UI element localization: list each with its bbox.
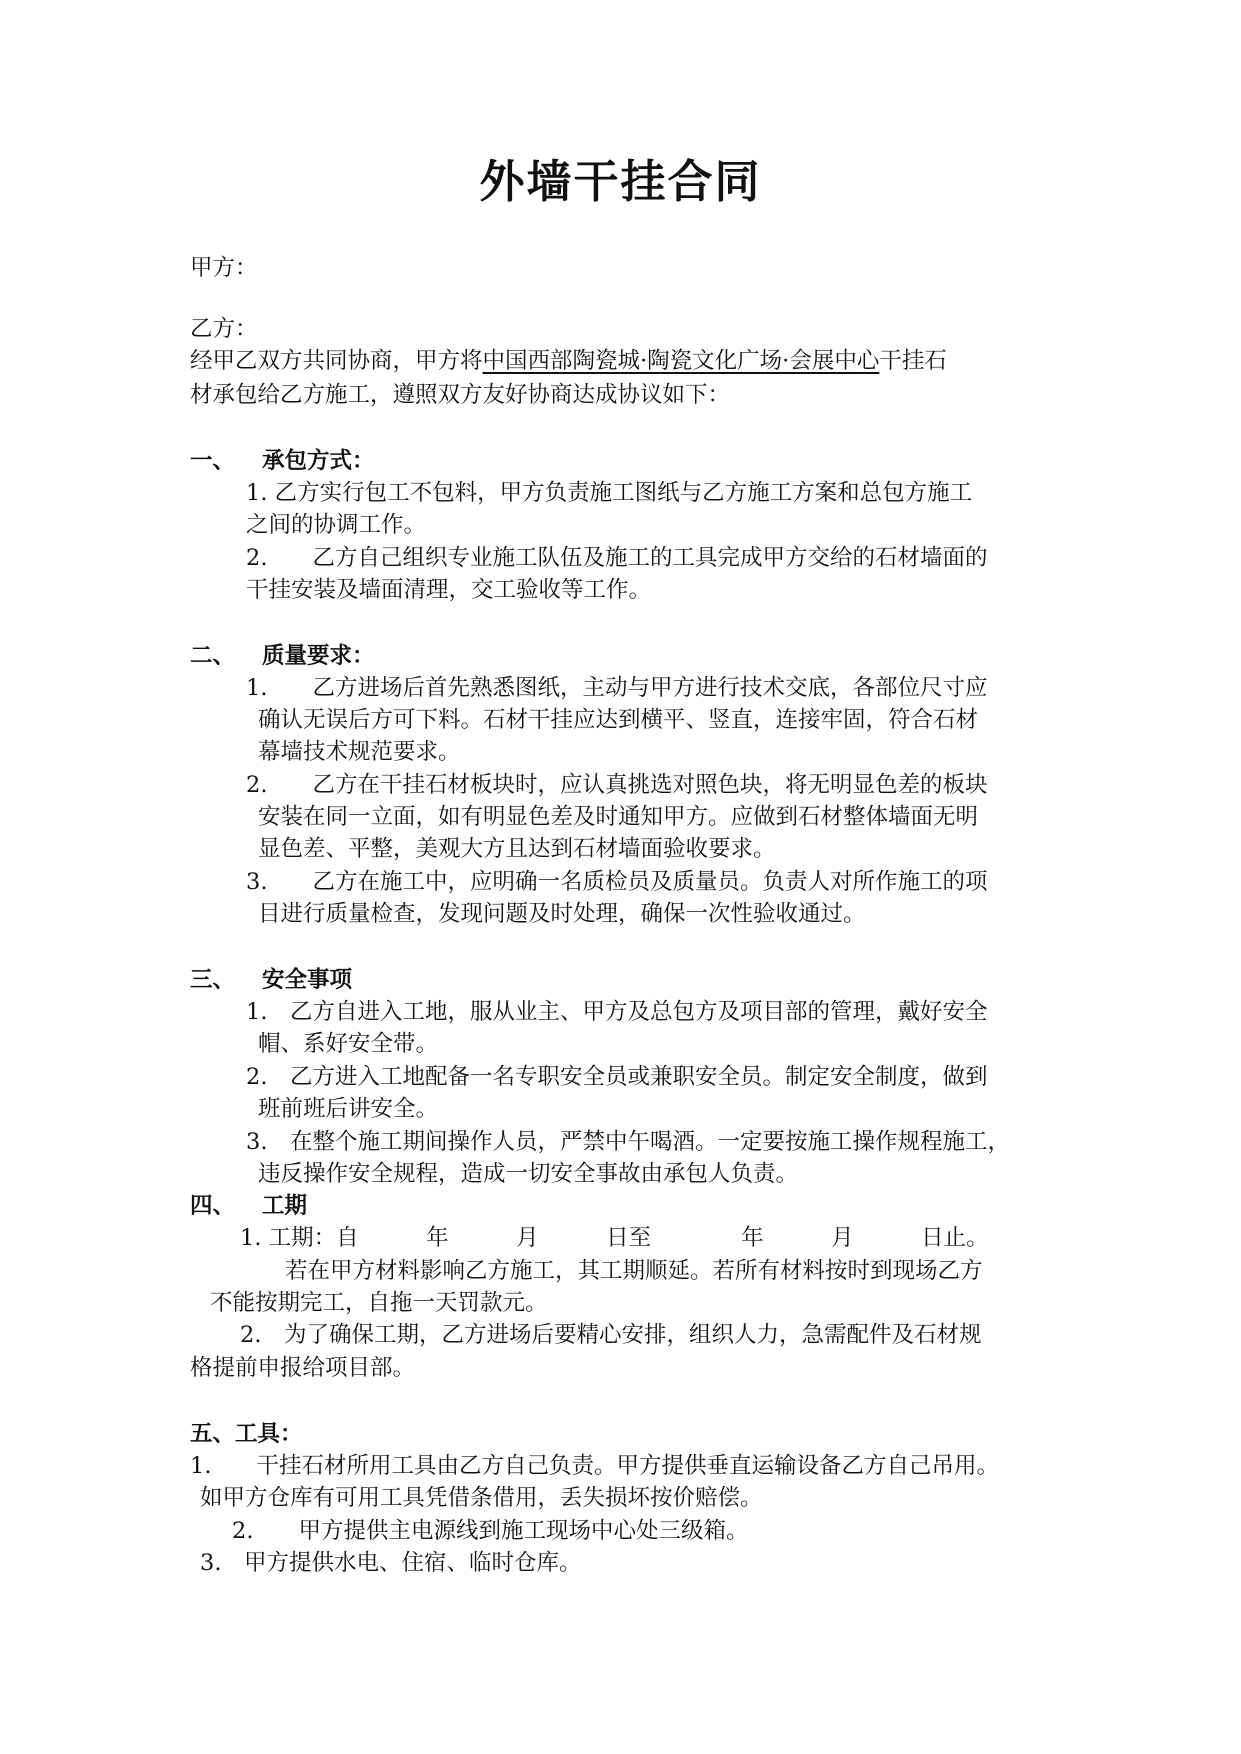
section-2-number: 二、 (190, 643, 236, 669)
s2-item1-line2: 确认无误后方可下料。石材干挂应达到横平、竖直，连接牢固，符合石材 (258, 707, 979, 733)
s5-item2-line1: 2. 甲方提供主电源线到施工现场中心处三级箱。 (232, 1518, 749, 1544)
s2-item3-line1: 3. 乙方在施工中，应明确一名质检员及质量员。负责人对所作施工的项 (246, 869, 988, 895)
party-b-label: 乙方： (190, 316, 258, 342)
s3-item2-line1: 2. 乙方进入工地配备一名专职安全员或兼职安全员。制定安全制度，做到 (246, 1064, 988, 1090)
s3-item2-line2: 班前班后讲安全。 (258, 1096, 439, 1122)
s4-item1-line1: 1. 工期：自 年 月 日至 年 月 日止。 (240, 1225, 989, 1251)
project-name: 中国西部陶瓷城·陶瓷文化广场·会展中心 (482, 348, 880, 374)
s3-item3-line2: 违反操作安全规程，造成一切安全事故由承包人负责。 (258, 1161, 799, 1187)
s2-item1-line1: 1. 乙方进场后首先熟悉图纸，主动与甲方进行技术交底，各部位尺寸应 (246, 675, 988, 701)
document-title: 外墙干挂合同 (479, 155, 762, 208)
party-a-label: 甲方： (190, 255, 258, 281)
s4-item2-line2: 格提前申报给项目部。 (190, 1355, 416, 1381)
s1-item1-line2: 之间的协调工作。 (246, 512, 427, 538)
intro-line-1 (190, 345, 947, 377)
s4-item2-line1: 2. 为了确保工期，乙方进场后要精心安排，组织人力，急需配件及石材规 (240, 1322, 982, 1348)
s2-item3-line2: 目进行质量检查，发现问题及时处理，确保一次性验收通过。 (258, 901, 866, 927)
s3-item1-line2: 帽、系好安全带。 (258, 1031, 439, 1057)
section-2-title: 质量要求： (262, 643, 375, 669)
intro-line-2: 材承包给乙方施工，遵照双方友好协商达成协议如下： (190, 382, 731, 408)
section-1-title: 承包方式： (262, 448, 375, 474)
s5-item1-line2: 如甲方仓库有可用工具凭借条借用，丢失损坏按价赔偿。 (200, 1485, 763, 1511)
section-4-number: 四、 (190, 1193, 236, 1219)
s3-item3-line1: 3. 在整个施工期间操作人员，严禁中午喝酒。一定要按施工操作规程施工， (246, 1129, 1010, 1155)
s1-item2-line2: 干挂安装及墙面清理，交工验收等工作。 (246, 577, 652, 603)
s2-item2-line1: 2. 乙方在干挂石材板块时，应认真挑选对照色块，将无明显色差的板块 (246, 772, 988, 798)
s2-item2-line3: 显色差、平整，美观大方且达到石材墙面验收要求。 (258, 836, 776, 862)
s2-item1-line3: 幕墙技术规范要求。 (258, 739, 461, 765)
section-5-title: 五、工具： (190, 1421, 303, 1447)
s2-item2-line2: 安装在同一立面，如有明显色差及时通知甲方。应做到石材整体墙面无明 (258, 804, 979, 830)
s1-item1-line1: 1. 乙方实行包工不包料，甲方负责施工图纸与乙方施工方案和总包方施工 (246, 480, 973, 506)
section-1-number: 一、 (190, 448, 236, 474)
section-3-number: 三、 (190, 967, 236, 993)
s5-item1-line1: 1. 干挂石材所用工具由乙方自己负责。甲方提供垂直运输设备乙方自己吊用。 (190, 1453, 999, 1479)
s4-item1-line2: 若在甲方材料影响乙方施工，其工期顺延。若所有材料按时到现场乙方 (285, 1258, 983, 1284)
s5-item3-line1: 3. 甲方提供水电、住宿、临时仓库。 (200, 1550, 582, 1576)
s4-item1-line3: 不能按期完工，自拖一天罚款元。 (210, 1290, 548, 1316)
s3-item1-line1: 1. 乙方自进入工地，服从业主、甲方及总包方及项目部的管理，戴好安全 (246, 999, 988, 1025)
section-3-title: 安全事项 (262, 967, 353, 993)
intro-suffix: 干挂石 (879, 348, 947, 374)
section-4-title: 工期 (262, 1193, 308, 1219)
s1-item2-line1: 2. 乙方自己组织专业施工队伍及施工的工具完成甲方交给的石材墙面的 (246, 545, 988, 571)
intro-prefix: 经甲乙双方共同协商，甲方将 (190, 348, 483, 374)
